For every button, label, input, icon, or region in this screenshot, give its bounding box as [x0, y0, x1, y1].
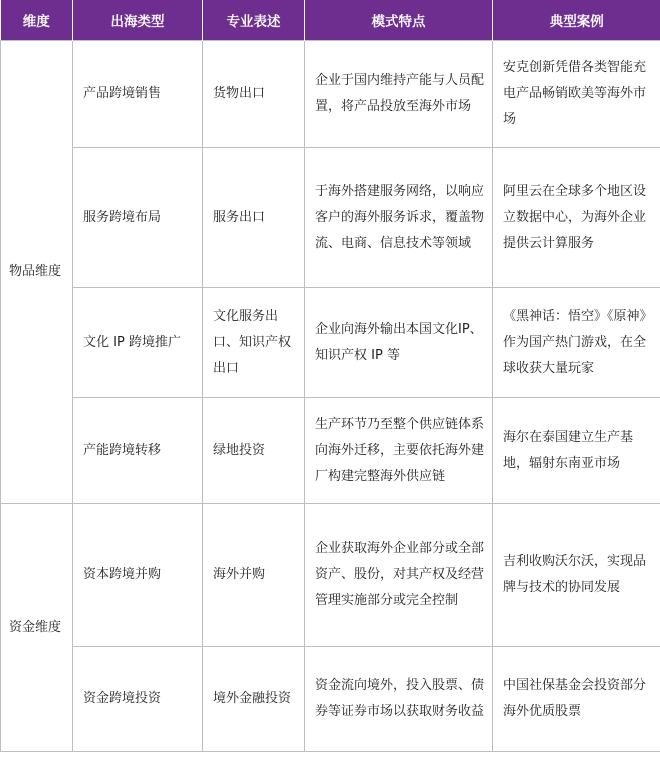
cell-case: 中国社保基金会投资部分海外优质股票 [493, 647, 660, 752]
cell-feature: 资金流向境外，投入股票、债券等证券市场以获取财务收益 [305, 647, 493, 752]
cell-type: 文化 IP 跨境推广 [73, 288, 203, 398]
table-row [1, 504, 660, 647]
cell-feature: 企业于国内维持产能与人员配置，将产品投放至海外市场 [305, 41, 493, 148]
cell-term: 绿地投资 [203, 398, 305, 504]
cell-term: 文化服务出口、知识产权出口 [203, 288, 305, 398]
header-feature: 模式特点 [305, 0, 493, 41]
table-row [1, 288, 660, 398]
cell-type: 资金跨境投资 [73, 647, 203, 752]
cell-feature: 企业向海外输出本国文化IP、知识产权 IP 等 [305, 288, 493, 398]
header-term: 专业表述 [203, 0, 305, 41]
table-row [1, 398, 660, 504]
table-row [1, 148, 660, 288]
header-dimension: 维度 [1, 0, 73, 41]
table-row [1, 647, 660, 752]
table-row [1, 41, 660, 148]
cell-feature: 于海外搭建服务网络，以响应客户的海外服务诉求，覆盖物流、电商、信息技术等领域 [305, 148, 493, 288]
cell-case: 海尔在泰国建立生产基地，辐射东南亚市场 [493, 398, 660, 504]
cell-type: 产能跨境转移 [73, 398, 203, 504]
cell-type: 产品跨境销售 [73, 41, 203, 148]
cell-type: 资本跨境并购 [73, 504, 203, 647]
cell-feature: 企业获取海外企业部分或全部资产、股份，对其产权及经营管理实施部分或完全控制 [305, 504, 493, 647]
cell-term: 货物出口 [203, 41, 305, 148]
cell-case: 《黑神话：悟空》《原神》作为国产热门游戏，在全球收获大量玩家 [493, 288, 660, 398]
dimension-capital: 资金维度 [1, 504, 73, 752]
cell-case: 安克创新凭借各类智能充电产品畅销欧美等海外市场 [493, 41, 660, 148]
cell-term: 海外并购 [203, 504, 305, 647]
dimension-goods: 物品维度 [1, 41, 73, 504]
cell-term: 服务出口 [203, 148, 305, 288]
cell-term: 境外金融投资 [203, 647, 305, 752]
cell-feature: 生产环节乃至整个供应链体系向海外迁移，主要依托海外建厂构建完整海外供应链 [305, 398, 493, 504]
cell-case: 阿里云在全球多个地区设立数据中心，为海外企业提供云计算服务 [493, 148, 660, 288]
cell-case: 吉利收购沃尔沃，实现品牌与技术的协同发展 [493, 504, 660, 647]
header-type: 出海类型 [73, 0, 203, 41]
header-case: 典型案例 [493, 0, 660, 41]
cell-type: 服务跨境布局 [73, 148, 203, 288]
header-row [1, 0, 660, 41]
